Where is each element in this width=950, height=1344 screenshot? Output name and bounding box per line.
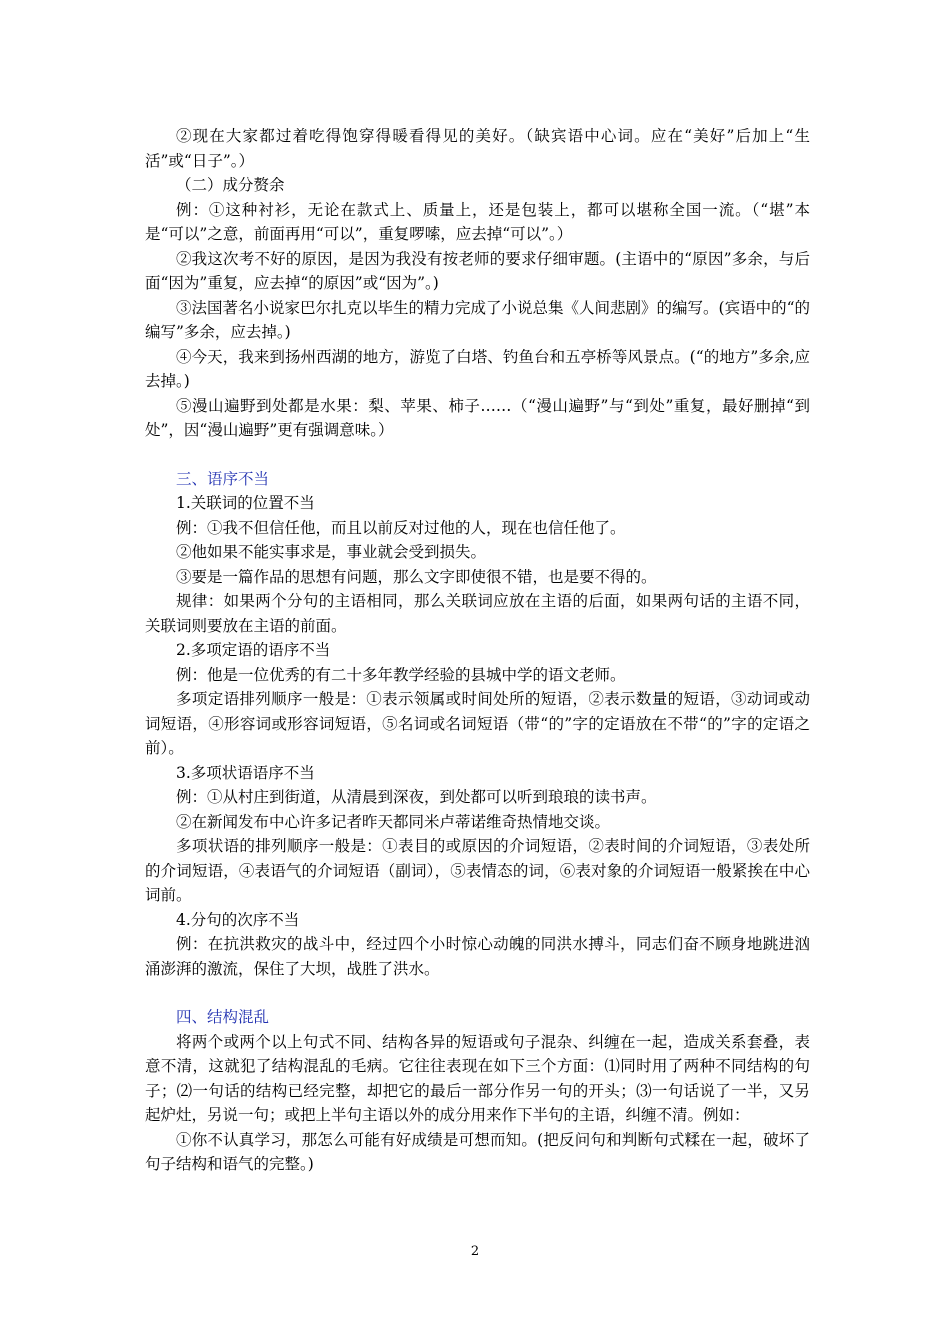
paragraph: ⑤漫山遍野到处都是水果：梨、苹果、柿子……（“漫山遍野”与“到处”重复，最好删掉“到处”，因“漫山遍野”更有强调意味。） bbox=[145, 396, 810, 439]
document-body bbox=[145, 124, 810, 1177]
paragraph: ④今天，我来到扬州西湖的地方，游览了白塔、钓鱼台和五亭桥等风景点。(“的地方”多余,应去掉。) bbox=[145, 347, 810, 390]
paragraph: ③法国著名小说家巴尔扎克以毕生的精力完成了小说总集《人间悲剧》的编写。(宾语中的“的编写”多余，应去掉。) bbox=[145, 298, 810, 341]
subheading: 1.关联词的位置不当 bbox=[176, 494, 315, 512]
section-heading-4: 四、结构混乱 bbox=[176, 1008, 270, 1026]
paragraph: ①你不认真学习，那怎么可能有好成绩是可想而知。(把反问句和判断句式糅在一起，破坏了句子结构和语气的完整。) bbox=[145, 1130, 810, 1173]
paragraph: 例：在抗洪救灾的战斗中，经过四个小时惊心动魄的同洪水搏斗，同志们奋不顾身地跳进汹涌澎湃的激流，保住了大坝，战胜了洪水。 bbox=[145, 935, 810, 978]
paragraph: 例：①这种衬衫，无论在款式上、质量上，还是包装上，都可以堪称全国一流。（“堪”本是“可以”之意，前面再用“可以”，重复啰嗦，应去掉“可以”。） bbox=[145, 200, 810, 243]
subheading: 4.分句的次序不当 bbox=[176, 910, 300, 929]
paragraph: ②现在大家都过着吃得饱穿得暖看得见的美好。（缺宾语中心词。应在“美好”后加上“生活”或“日子”。） bbox=[145, 127, 810, 170]
paragraph: 例：①从村庄到街道，从清晨到深夜，到处都可以听到琅琅的读书声。 bbox=[176, 788, 657, 806]
paragraph: 规律：如果两个分句的主语相同，那么关联词应放在主语的后面，如果两句话的主语不同，关联词则要放在主语的前面。 bbox=[145, 592, 810, 635]
paragraph: ②我这次考不好的原因，是因为我没有按老师的要求仔细审题。(主语中的“原因”多余，与后面“因为”重复，应去掉“的原因”或“因为”。) bbox=[145, 249, 810, 292]
paragraph: 将两个或两个以上句式不同、结构各异的短语或句子混杂、纠缠在一起，造成关系套叠，表意不清，这就犯了结构混乱的毛病。它往往表现在如下三个方面：⑴同时用了两种不同结构的句子；⑵一句话的结构已经完整，却把它的最后一部分作另一句的开头；⑶一句话说了一半，又另起炉灶，另说一句；或把上半句主语以外的成分用来作下半句的主语，纠缠不清。例如： bbox=[145, 1032, 810, 1124]
paragraph: ③要是一篇作品的思想有问题，那么文字即使很不错，也是要不得的。 bbox=[176, 567, 657, 586]
paragraph: ②在新闻发布中心许多记者昨天都同米卢蒂诺维奇热情地交谈。 bbox=[176, 812, 611, 831]
paragraph: 多项定语排列顺序一般是：①表示领属或时间处所的短语，②表示数量的短语，③动词或动词短语，④形容词或形容词短语，⑤名词或名词短语（带“的”字的定语放在不带“的”字的定语之前）。 bbox=[145, 690, 810, 757]
subheading: 3.多项状语语序不当 bbox=[176, 763, 315, 782]
subheading: 2.多项定语的语序不当 bbox=[176, 641, 331, 659]
paragraph: 例：①我不但信任他，而且以前反对过他的人，现在也信任他了。 bbox=[176, 518, 626, 537]
page-number: 2 bbox=[470, 1244, 480, 1259]
section-heading-3: 三、语序不当 bbox=[176, 469, 270, 488]
paragraph: ②他如果不能实事求是，事业就会受到损失。 bbox=[176, 543, 487, 561]
paragraph: 例：他是一位优秀的有二十多年教学经验的县城中学的语文老师。 bbox=[176, 665, 626, 684]
paragraph: 多项状语的排列顺序一般是：①表目的或原因的介词短语，②表时间的介词短语，③表处所的介词短语，④表语气的介词短语（副词），⑤表情态的词，⑥表对象的介词短语一般紧挨在中心词前。 bbox=[145, 837, 810, 904]
subheading: （二）成分赘余 bbox=[176, 176, 285, 194]
